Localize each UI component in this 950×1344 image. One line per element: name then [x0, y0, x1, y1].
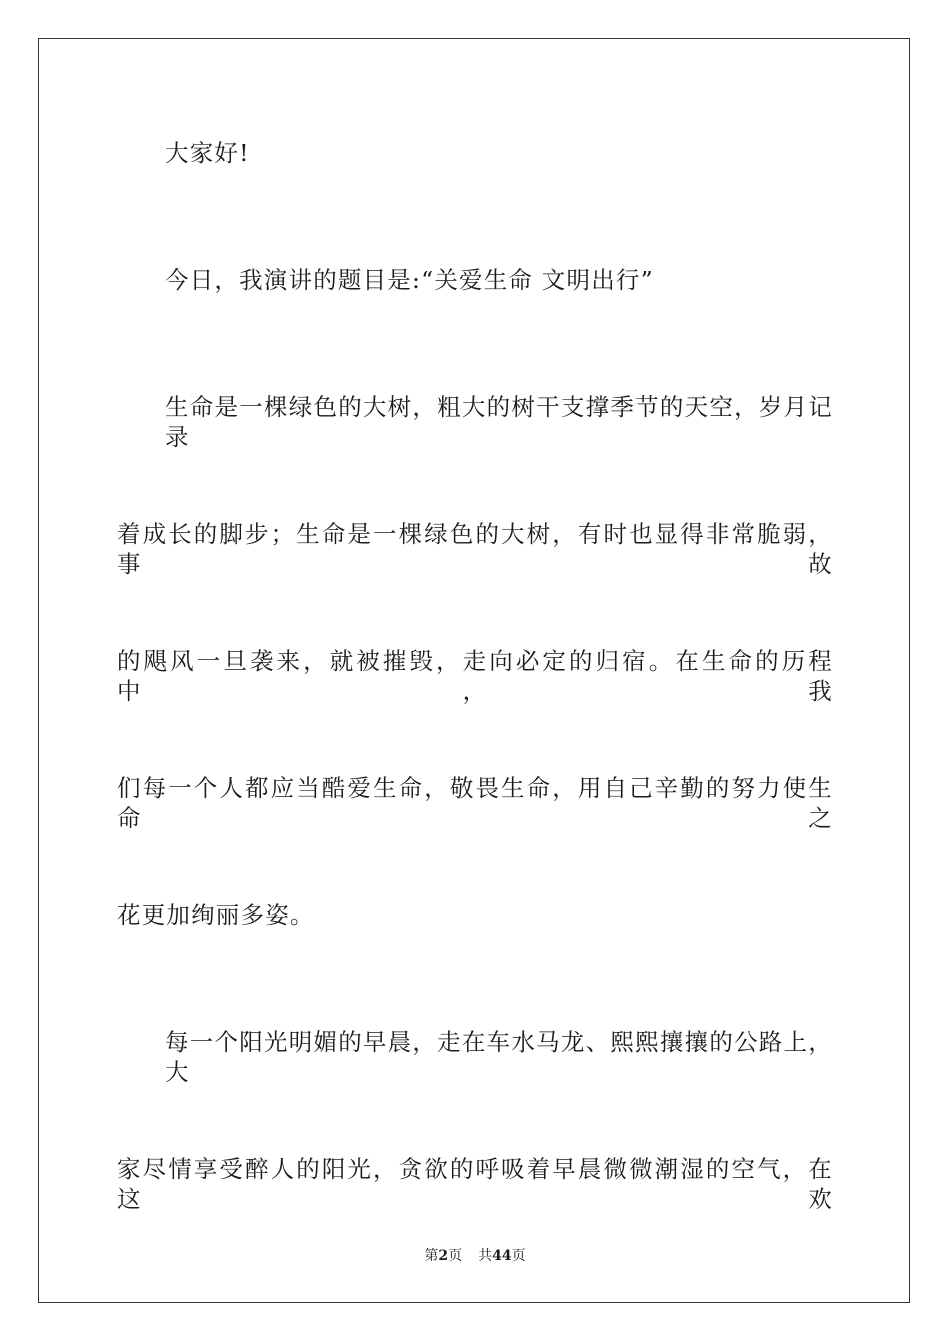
- footer-page-number: 2: [438, 1248, 449, 1264]
- footer-page-suffix: 页: [448, 1248, 463, 1264]
- paragraph-line: 的飓风一旦袭来，就被摧毁，走向必定的归宿。在生命的历程中，我: [117, 647, 833, 705]
- footer-total-prefix: 共: [478, 1248, 493, 1264]
- footer-total-pages: 44: [492, 1248, 512, 1264]
- footer-page-prefix: 第: [424, 1248, 439, 1264]
- paragraph-line: 们每一个人都应当酷爱生命，敬畏生命，用自己辛勤的努力使生命之: [117, 774, 833, 832]
- topic-line: 今日，我演讲的题目是:“关爱生命 文明出行”: [165, 266, 654, 294]
- paragraph-line: 家尽情享受醉人的阳光，贪欲的呼吸着早晨微微潮湿的空气，在这欢: [117, 1155, 833, 1213]
- paragraph-line: 生命是一棵绿色的大树，粗大的树干支撑季节的天空，岁月记录: [165, 393, 833, 451]
- footer-total-suffix: 页: [511, 1248, 526, 1264]
- paragraph-line: 每一个阳光明媚的早晨，走在车水马龙、熙熙攘攘的公路上，大: [165, 1028, 833, 1086]
- greeting-line: 大家好!: [165, 139, 250, 167]
- page-footer: [0, 1247, 950, 1265]
- paragraph-line: 花更加绚丽多姿。: [117, 901, 315, 929]
- paragraph-line: 着成长的脚步；生命是一棵绿色的大树，有时也显得非常脆弱，事故: [117, 520, 833, 578]
